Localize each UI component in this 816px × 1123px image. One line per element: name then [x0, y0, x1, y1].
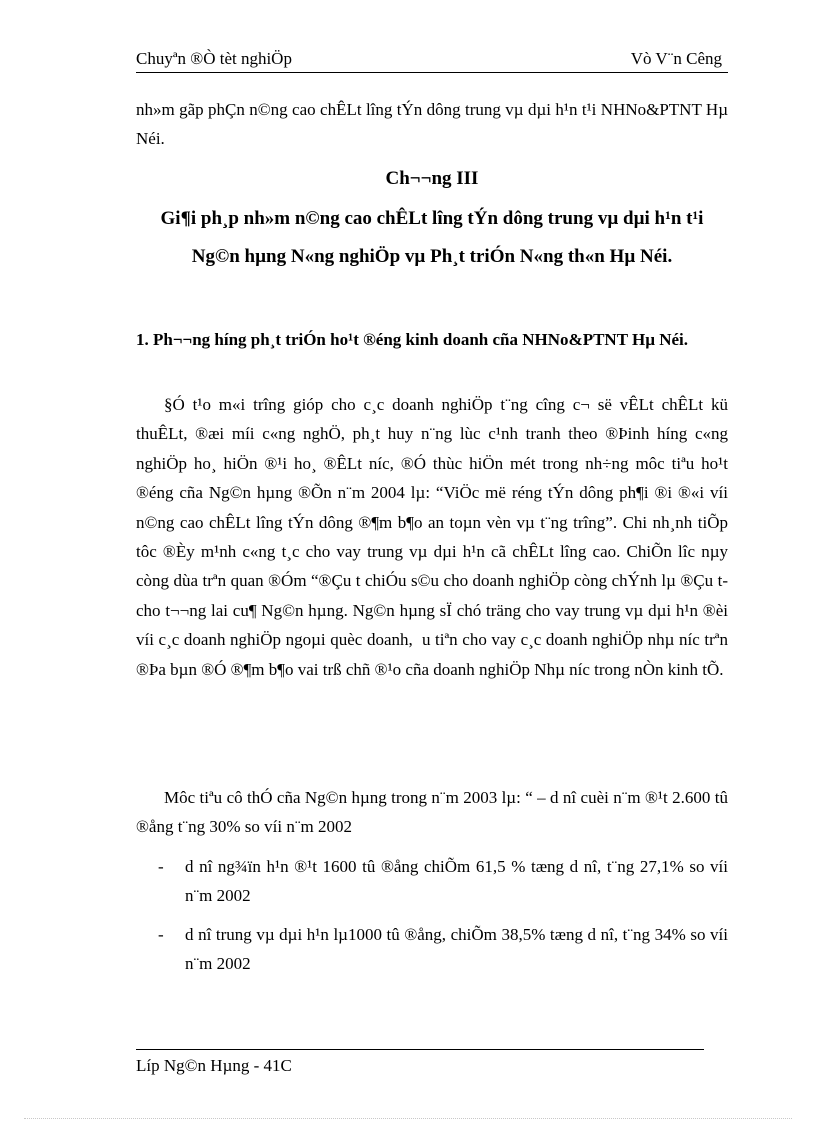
- header-author: Vò V¨n Cêng: [630, 49, 722, 68]
- chapter-heading: Gi¶i ph¸p nh»m n©ng cao chÊLt lîng tÝn dông trung vµ dµi h¹n t¹i Ng©n hµng N«ng nghiÖp vµ Ph¸t triÓn N«ng th«n Hµ Néi.: [160, 208, 704, 267]
- section-heading: 1. Ph¬¬ng híng ph¸t triÓn ho¹t ®éng kinh doanh cña NHNo&PTNT Hµ Néi.: [136, 330, 689, 349]
- page-bottom-dotted-edge: [24, 1118, 792, 1119]
- intro-paragraph: nh»m gãp phÇn n©ng cao chÊLt lîng tÝn dông trung vµ dµi h¹n t¹i NHNo&PTNT Hµ Néi.: [136, 100, 728, 148]
- bullet-text: d nî trung vµ dµi h¹n lµ1000 tû ®ång, chiÕm 38,5% tæng d nî, t¨ng 34% so víi n¨m 2002: [185, 925, 728, 973]
- body-paragraph-2: Môc tiªu cô thÓ cña Ng©n hµng trong n¨m 2003 lµ: “ – d nî cuèi n¨m ®¹t 2.600 tû ®ång t¨ng 30% so víi n¨m 2002: [136, 788, 728, 836]
- header-title: Chuyªn ®Ò tèt nghiÖp: [136, 49, 292, 68]
- footer-rule: [136, 1049, 704, 1050]
- body-paragraph-1: §Ó t¹o m«i trîng gióp cho c¸c doanh nghiÖp t¨ng cîng c¬ së vÊLt chÊLt kü thuÊLt, ®æi míi c«ng nghÖ, ph¸t huy n¨ng lùc c¹nh tranh theo ®Þinh híng c«ng nghiÖp ho¸ hiÖn ®¹i ho¸ ®ÊLt níc, ®Ó thùc hiÖn mét trong nh÷ng môc tiªu ho¹t ®éng cña Ng©n hµng ®Õn n¨m 2004 lµ: “ViÖc më réng tÝn dông ph¶i ®i ®«i víi n©ng cao chÊLt lîng tÝn dông ®¶m b¶o an toµn vèn vµ t¨ng trîng”. Chi nh¸nh tiÕp tôc ®Èy m¹nh c«ng t¸c cho vay trung vµ dµi h¹n cã chÊLt lîng cao. ChiÕn lîc nµy còng dùa trªn quan ®Óm “®Çu t chiÓu s©u cho doanh nghiÖp còng chÝnh lµ ®Çu t cho t¬¬ng lai cu¶ Ng©n hµng. Ng©n hµng sÏ chó träng cho vay trung vµ dµi h¹n ®èi víi c¸c doanh nghiÖp ngoµi quèc doanh, u tiªn cho vay c¸c doanh nghiÖp nhµ níc trªn ®Þa bµn ®Ó ®¶m b¶o vai trß chñ ®¹o cña doanh nghiÖp Nhµ níc trong nÒn kinh tÕ.: [136, 395, 728, 679]
- bullet-dash: -: [158, 857, 164, 876]
- page-header: [136, 48, 728, 73]
- chapter-title: Ch¬¬ng III: [385, 168, 479, 189]
- bullet-dash: -: [158, 925, 164, 944]
- bullet-text: d nî ng¾ïn h¹n ®¹t 1600 tû ®ång chiÕm 61,5 % tæng d nî, t¨ng 27,1% so víi n¨m 2002: [185, 857, 728, 905]
- page-footer: Líp Ng©n Hµng - 41C: [136, 1056, 292, 1075]
